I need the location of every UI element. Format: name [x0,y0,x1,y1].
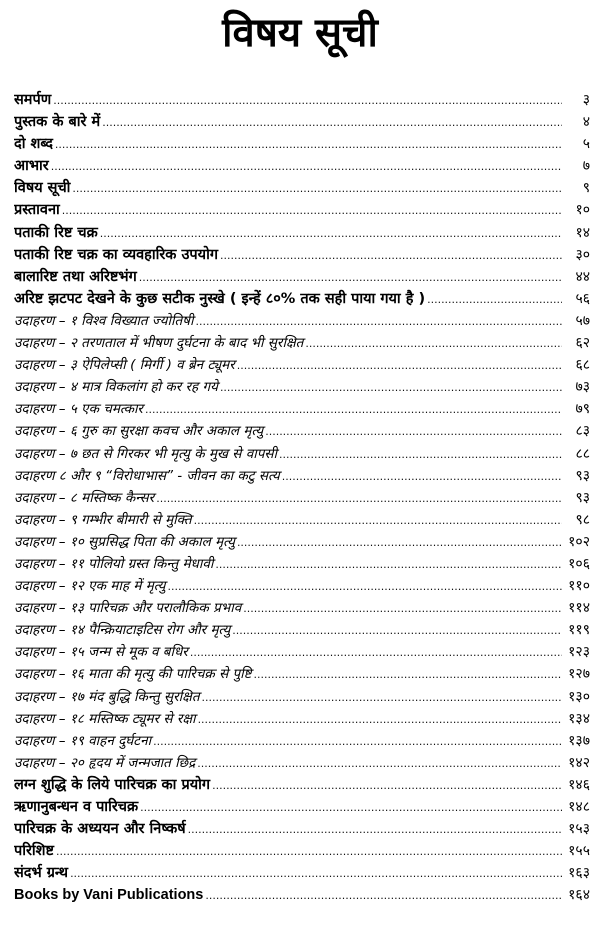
toc-entry-page-number: ६८ [575,357,590,374]
toc-entry-page-number: १३७ [568,732,590,749]
dot-leader [237,355,562,376]
toc-entry-title: प्रस्तावना [14,202,60,219]
toc-entry-page-number: ५६ [575,290,590,307]
dot-leader [220,377,562,398]
toc-entry-page-number: १४२ [568,754,590,771]
toc-entry [14,840,590,862]
toc-entry-title: पारिचक्र के अध्ययन और निष्कर्ष [14,821,186,838]
dot-leader [279,444,562,465]
toc-entry-page-number: १४ [575,224,590,241]
dot-leader [156,488,562,509]
toc-entry-title: Books by Vani Publications [14,887,204,904]
toc-entry [14,818,590,840]
toc-entry-page-number: ४४ [575,268,590,285]
toc-entry-page-number: ९८ [575,511,590,528]
toc-entry-page-number: ११९ [568,622,590,639]
toc-entry-title: उदाहरण – १६ माता की मृत्यु की पारिचक्र से पुष्टि [14,666,252,683]
toc-entry-title: उदाहरण – ११ पोलियो ग्रस्त किन्तु मेधावी [14,555,214,572]
dot-leader [55,134,562,155]
toc-entry [14,199,590,221]
toc-entry-title: उदाहरण – ३ ऐपिलेप्सी ( मिर्गी ) व ब्रेन ट्यूमर [14,357,235,374]
dot-leader [140,797,562,818]
dot-leader [220,245,562,266]
toc-entry-page-number: ३ [582,92,590,108]
toc-entry [14,354,590,376]
toc-entry-page-number: ९ [582,180,590,197]
toc-entry-title: उदाहरण – ५ एक चमत्कार [14,401,143,418]
dot-leader [194,510,562,531]
toc-entry [14,487,590,509]
toc-entry [14,774,590,796]
dot-leader [197,753,562,774]
toc-entry [14,177,590,199]
toc-entry-title: ऋणानुबन्धन व पारिचक्र [14,799,139,815]
toc-entry [14,310,590,332]
dot-leader [282,466,562,487]
toc-entry-title: उदाहरण – १७ मंद बुद्धि किन्तु सुरक्षित [14,688,200,705]
toc-entry [14,597,590,619]
toc-entry [14,509,590,531]
toc-entry-page-number: १३० [568,688,590,705]
toc-entry-title: उदाहरण – १८ मस्तिष्क ट्यूमर से रक्षा [14,710,196,727]
toc-entry [14,752,590,774]
toc-entry-title: उदाहरण – १९ वाहन दुर्घटना [14,732,152,749]
toc-entry [14,89,590,111]
toc-entry [14,531,590,553]
toc-entry-title: परिशिष्ट [14,843,55,860]
toc-entry-title: उदाहरण – २० हृदय में जन्मजात छिद्र [14,754,196,771]
dot-leader [215,554,562,575]
dot-leader [198,709,562,730]
toc-entry [14,244,590,266]
toc-entry [14,730,590,752]
toc-entry-page-number: ८८ [575,445,590,462]
toc-entry [14,376,590,398]
toc-entry-title: उदाहरण – १२ एक माह में मृत्यु [14,578,166,595]
toc-entry-page-number: ६२ [575,335,590,352]
toc-entry-title: उदाहरण – ६ गुरु का सुरक्षा कवच और अकाल मृत्यु [14,423,264,440]
toc-entry [14,266,590,288]
toc-entry-page-number: १४६ [568,776,590,793]
toc-entry-title: विषय सूची [14,180,71,197]
toc-entry-page-number: १५३ [568,821,590,838]
toc-entry [14,398,590,420]
toc-entry [14,708,590,730]
toc-entry-title: उदाहरण – ९ गम्भीर बीमारी से मुक्ति [14,511,192,528]
dot-leader [100,223,562,244]
toc-entry [14,686,590,708]
toc-entry-page-number: ८३ [575,423,590,440]
toc-entry-title: अरिष्ट झटपट देखने के कुछ सटीक नुस्खे ( इन्हें ८०% तक सही पाया गया है ) [14,290,426,307]
toc-entry-title: उदाहरण ८ और ९ “विरोधाभास” - जीवन का कटु सत्य [14,467,280,484]
toc-entry-page-number: ७ [582,158,590,175]
toc-entry-title: उदाहरण – २ तरणताल में भीषण दुर्घटना के बाद भी सुरक्षित [14,335,304,352]
toc-entry-title: पुस्तक के बारे में [14,114,101,131]
dot-leader [56,841,562,862]
toc-entry-page-number: ५७ [575,312,590,329]
dot-leader [51,156,562,177]
toc-entry-page-number: १५५ [568,843,590,860]
toc-entry-title: उदाहरण – ८ मस्तिष्क कैन्सर [14,489,155,506]
dot-leader [212,775,562,796]
dot-leader [70,863,562,884]
toc-entry-page-number: ११४ [568,600,590,617]
toc-entry [14,420,590,442]
dot-leader [305,333,562,354]
toc-entry [14,111,590,133]
toc-entry-title: उदाहरण – १५ जन्म से मूक व बधिर [14,644,188,661]
toc-entry-title: संदर्भ ग्रन्थ [14,865,69,882]
dot-leader [188,819,562,840]
dot-leader [145,399,562,420]
dot-leader [265,421,562,442]
toc-entry-page-number: १२७ [568,666,590,683]
dot-leader [427,289,562,310]
toc-entry-title: उदाहरण – १ विश्व विख्यात ज्योतिषी [14,312,194,329]
toc-entry-title: उदाहरण – ४ मात्र विकलांग हो कर रह गये [14,379,218,396]
toc-entry-page-number: १६४ [568,887,590,904]
toc-entry [14,288,590,310]
toc-entry [14,884,590,906]
toc-entry [14,862,590,884]
toc-entry [14,465,590,487]
toc-entry [14,553,590,575]
toc-entry-title: पताकी रिष्ट चक्र का व्यवहारिक उपयोग [14,246,218,263]
toc-entry [14,619,590,641]
toc-entry-page-number: १६३ [568,865,590,882]
dot-leader [62,200,562,221]
dot-leader [232,620,562,641]
toc-entry-page-number: ३० [575,246,590,263]
toc-entry-page-number: ७३ [575,379,590,396]
dot-leader [53,90,562,111]
dot-leader [205,885,562,906]
dot-leader [202,687,562,708]
toc-entry [14,222,590,244]
dot-leader [72,178,562,199]
dot-leader [168,576,562,597]
toc-entry-title: उदाहरण – १० सुप्रसिद्ध पिता की अकाल मृत्यु [14,533,235,550]
table-of-contents [14,89,590,906]
toc-entry-page-number: १० [575,202,590,219]
dot-leader [190,642,562,663]
dot-leader [243,598,562,619]
toc-entry-page-number: ९३ [575,489,590,506]
dot-leader [153,731,562,752]
toc-entry-page-number: १०२ [568,533,590,550]
toc-entry [14,796,590,818]
toc-entry-title: पताकी रिष्ट चक्र [14,224,98,241]
dot-leader [102,112,562,133]
toc-entry [14,443,590,465]
toc-entry-title: बालारिष्ट तथा अरिष्टभंग [14,268,137,285]
dot-leader [195,311,562,332]
toc-entry [14,155,590,177]
toc-entry-page-number: १३४ [568,710,590,727]
toc-entry [14,133,590,155]
dot-leader [139,267,562,288]
toc-entry-page-number: १४८ [568,799,590,815]
toc-entry-page-number: १२३ [568,644,590,661]
toc-entry-page-number: ५ [582,136,590,153]
toc-entry-page-number: ११० [568,578,590,595]
dot-leader [237,532,562,553]
toc-entry-page-number: ४ [582,114,590,131]
toc-entry-title: उदाहरण – १३ पारिचक्र और परालौकिक प्रभाव [14,600,242,617]
toc-entry-title: उदाहरण – ७ छत से गिरकर भी मृत्यु के मुख से वापसी [14,445,277,462]
toc-entry-title: लग्न शुद्धि के लिये पारिचक्र का प्रयोग [14,776,211,793]
toc-entry [14,332,590,354]
toc-entry-page-number: ७९ [575,401,590,418]
dot-leader [254,664,562,685]
toc-entry [14,641,590,663]
toc-entry [14,663,590,685]
toc-entry-page-number: १०६ [568,555,590,572]
toc-entry-title: आभार [14,158,49,175]
page-title: विषय सूची [222,10,378,56]
toc-entry-title: उदाहरण – १४ पैन्क्रियाटाइटिस रोग और मृत्यु [14,622,231,639]
toc-entry-title: दो शब्द [14,136,53,153]
toc-entry-page-number: ९३ [575,467,590,484]
toc-entry-title: समर्पण [14,92,52,108]
toc-entry [14,575,590,597]
